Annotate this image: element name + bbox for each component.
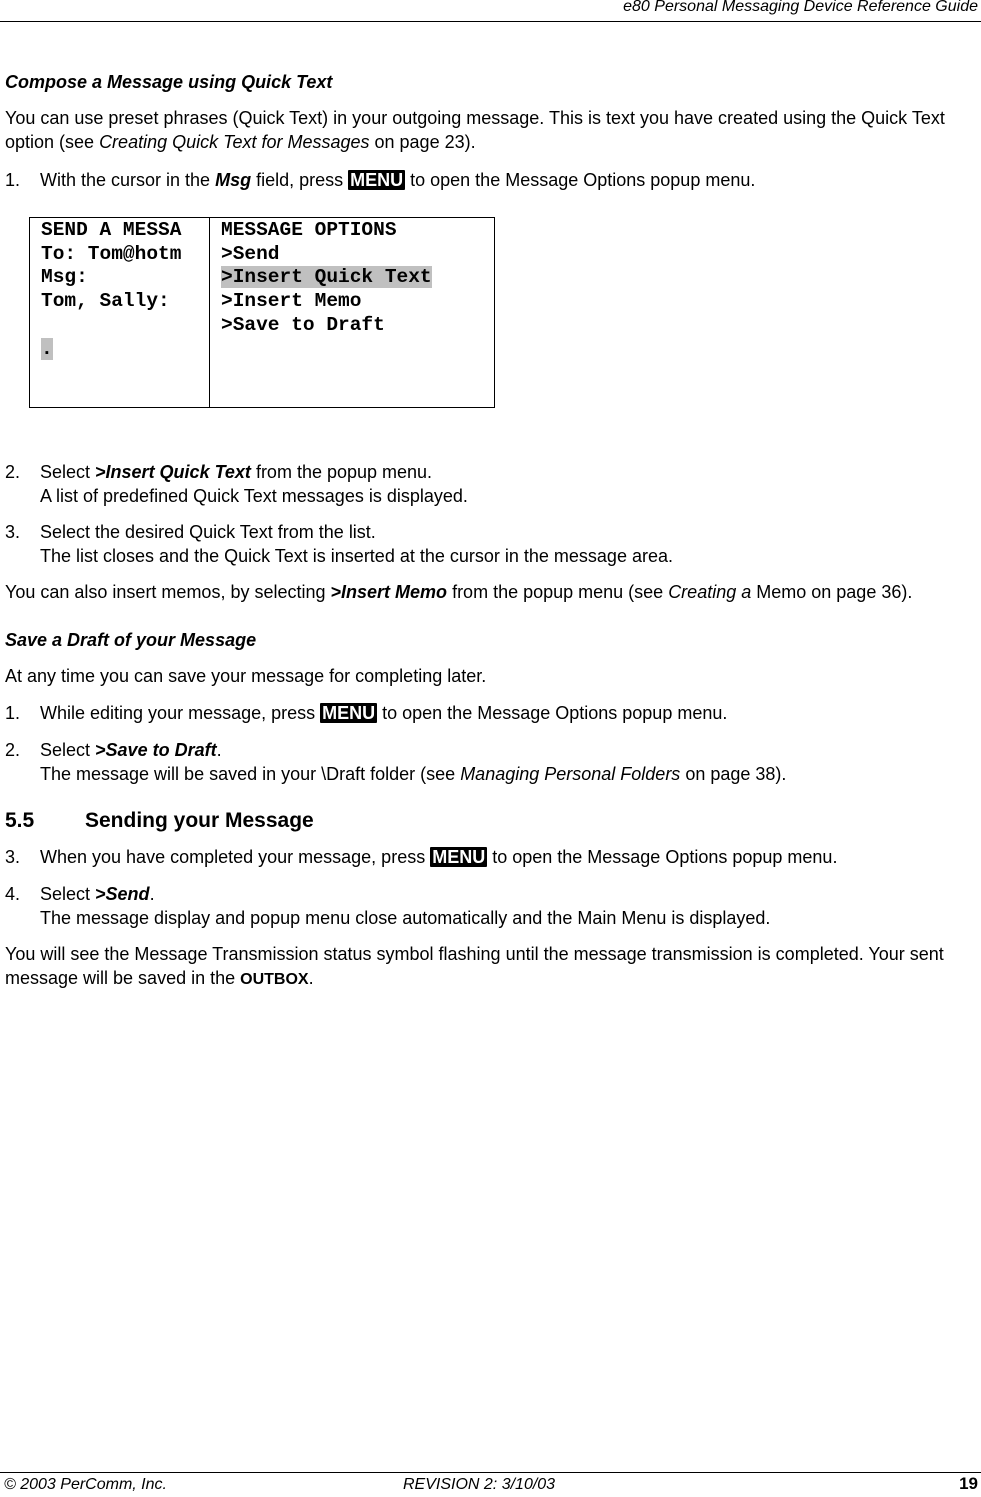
section-name: Sending your Message [85, 809, 314, 832]
memo-note: You can also insert memos, by selecting >Insert Memo from the popup menu (see Creating a Memo on page 36). [5, 582, 913, 602]
page-number: 19 [959, 1474, 978, 1493]
draft-heading: Save a Draft of your Message [5, 630, 257, 650]
draft-step-1: 1. While editing your message, press MENU to open the Message Options popup menu. [5, 703, 728, 723]
compose-step-3-result: The list closes and the Quick Text is inserted at the cursor in the message area. [40, 546, 673, 566]
footer-copyright: © 2003 PerComm, Inc. [4, 1476, 167, 1493]
sending-step-4: 4. Select >Send. The message display and popup menu close automatically and the Main Menu is displayed. [5, 884, 771, 928]
header-title: e80 Personal Messaging Device Reference Guide [623, 0, 978, 15]
menu-item-insert-memo[interactable]: >Insert Memo [221, 290, 362, 312]
compose-step-2-result: A list of predefined Quick Text messages is displayed. [40, 486, 468, 506]
menu-item-insert-quick-text[interactable]: >Insert Quick Text [221, 266, 432, 288]
compose-heading: Compose a Message using Quick Text [5, 72, 333, 92]
menu-item-send[interactable]: >Send [221, 243, 280, 265]
message-line: SEND A MESSA [41, 219, 182, 241]
page-header [0, 0, 981, 22]
menu-key: MENU [432, 847, 486, 867]
menu-key: MENU [322, 703, 376, 723]
device-screen [29, 217, 495, 408]
page-content [5, 70, 975, 992]
page-footer [0, 1472, 981, 1497]
menu-title: MESSAGE OPTIONS [221, 219, 397, 241]
message-line: Tom, Sally: [41, 290, 170, 312]
message-panel [30, 218, 210, 407]
compose-intro-ref: Creating Quick Text for Messages [99, 132, 370, 152]
compose-step-1: 1. With the cursor in the Msg field, press MENU to open the Message Options popup menu. [5, 170, 756, 190]
footer-revision: REVISION 2: 3/10/03 [403, 1476, 556, 1493]
menu-item-save-to-draft[interactable]: >Save to Draft [221, 314, 385, 336]
sending-step-3: 3. When you have completed your message, press MENU to open the Message Options popup menu. [5, 847, 838, 867]
section-title [5, 808, 975, 834]
outbox-label: OUTBOX [240, 971, 309, 988]
message-cursor: . [41, 338, 53, 360]
message-options-menu [210, 218, 494, 407]
message-line: To: Tom@hotm [41, 243, 182, 265]
sending-closing: You will see the Message Transmission status symbol flashing until the message transmission is completed. Your sent message will be saved in the OUTBOX. [5, 944, 944, 988]
compose-step-2: 2. Select >Insert Quick Text from the popup menu. A list of predefined Quick Text messages is displayed. [5, 462, 468, 506]
draft-intro: At any time you can save your message for completing later. [5, 666, 487, 686]
compose-step-3: 3. Select the desired Quick Text from the list. The list closes and the Quick Text is inserted at the cursor in the message area. [5, 522, 673, 566]
message-line: Msg: [41, 266, 88, 288]
draft-step-2: 2. Select >Save to Draft. The message will be saved in your \Draft folder (see Managing Personal Folders on page 38). [5, 740, 787, 784]
compose-intro: You can use preset phrases (Quick Text) in your outgoing message. This is text you have created using the Quick Text option (see Creating Quick Text for Messages on page 23). [5, 108, 945, 152]
section-number: 5.5 [5, 809, 35, 832]
menu-key: MENU [350, 170, 404, 190]
